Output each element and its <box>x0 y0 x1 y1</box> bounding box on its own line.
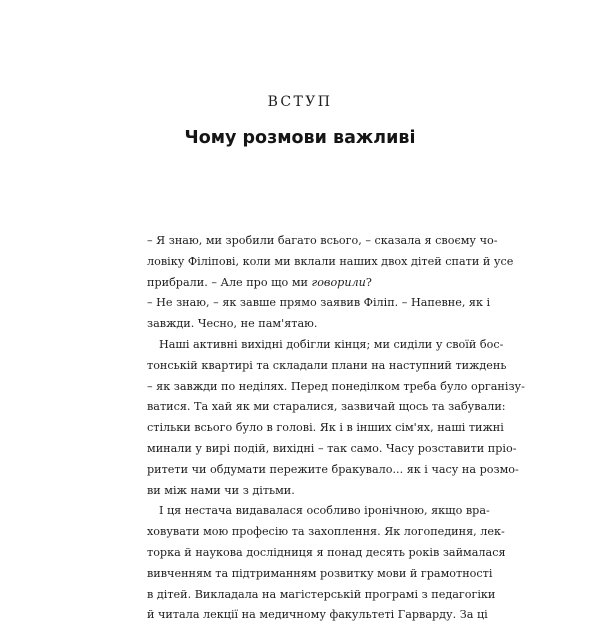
section-label: ВСТУП <box>267 94 333 110</box>
chapter-title: Чому розмови важливі <box>184 128 416 148</box>
text-line <box>147 501 490 522</box>
text-line-content: ви між нами чи з дітьми. <box>147 483 295 497</box>
text-line-content: І ця нестача видавалася особливо іронічною, якщо вра- <box>159 504 490 518</box>
text-line-content: – Не знаю, – як завше прямо заявив Філіп. – Напевне, як і <box>147 296 491 310</box>
text-line-content: вивченням та підтриманням розвитку мови й грамотності <box>147 566 493 580</box>
text-line <box>147 605 488 626</box>
text-line <box>147 585 496 606</box>
text-line <box>147 252 514 273</box>
text-line <box>147 460 519 481</box>
text-line-tail: ? <box>365 275 372 289</box>
text-line <box>147 522 505 543</box>
text-line <box>147 481 440 502</box>
text-line <box>147 543 506 564</box>
text-line <box>147 356 507 377</box>
text-line-content: ватися. Та хай як ми старалися, зазвичай щось та забували: <box>147 400 506 414</box>
text-line-content: в дітей. Викладала на магістерській програмі з педагогіки <box>147 587 496 601</box>
text-line <box>147 335 504 356</box>
body-text <box>147 231 525 626</box>
text-line-content: ритети чи обдумати пережите бракувало... як і часу на розмо- <box>147 462 519 476</box>
text-line <box>147 377 525 398</box>
text-line-content: – як завжди по неділях. Перед понеділком треба було організу- <box>147 379 525 393</box>
text-line-content: ховувати мою професію та захоплення. Як логопединя, лек- <box>147 525 505 539</box>
text-line-content: завжди. Чесно, не пам'ятаю. <box>147 317 318 331</box>
text-line-content: стільки всього було в голові. Як і в інших сім'ях, наші тижні <box>147 421 504 435</box>
text-line <box>147 231 498 252</box>
text-line-content: торка й наукова дослідниця я понад десять років займалася <box>147 545 506 559</box>
text-line-content: ловіку Філіпові, коли ми вклали наших двох дітей спати й усе <box>147 254 514 268</box>
text-line-content: й читала лекції на медичному факультеті Гарварду. За ці <box>147 608 488 622</box>
text-line <box>147 293 491 314</box>
emphasis-word: говорили <box>311 275 366 289</box>
text-line-content: тонській квартирі та складали плани на наступний тиждень <box>147 358 507 372</box>
text-line <box>147 397 506 418</box>
text-line <box>147 564 493 585</box>
text-line <box>147 273 440 294</box>
text-line-content: прибрали. – Але про що ми <box>147 275 312 289</box>
text-line-content: минали у вирі подій, вихідні – так само. Часу розставити пріо- <box>147 441 517 455</box>
text-line-content: – Я знаю, ми зробили багато всього, – сказала я своєму чо- <box>147 234 498 247</box>
text-line <box>147 418 504 439</box>
text-line <box>147 439 517 460</box>
text-line-content: Наші активні вихідні добігли кінця; ми сиділи у своїй бос- <box>159 337 504 351</box>
text-line <box>147 314 440 335</box>
